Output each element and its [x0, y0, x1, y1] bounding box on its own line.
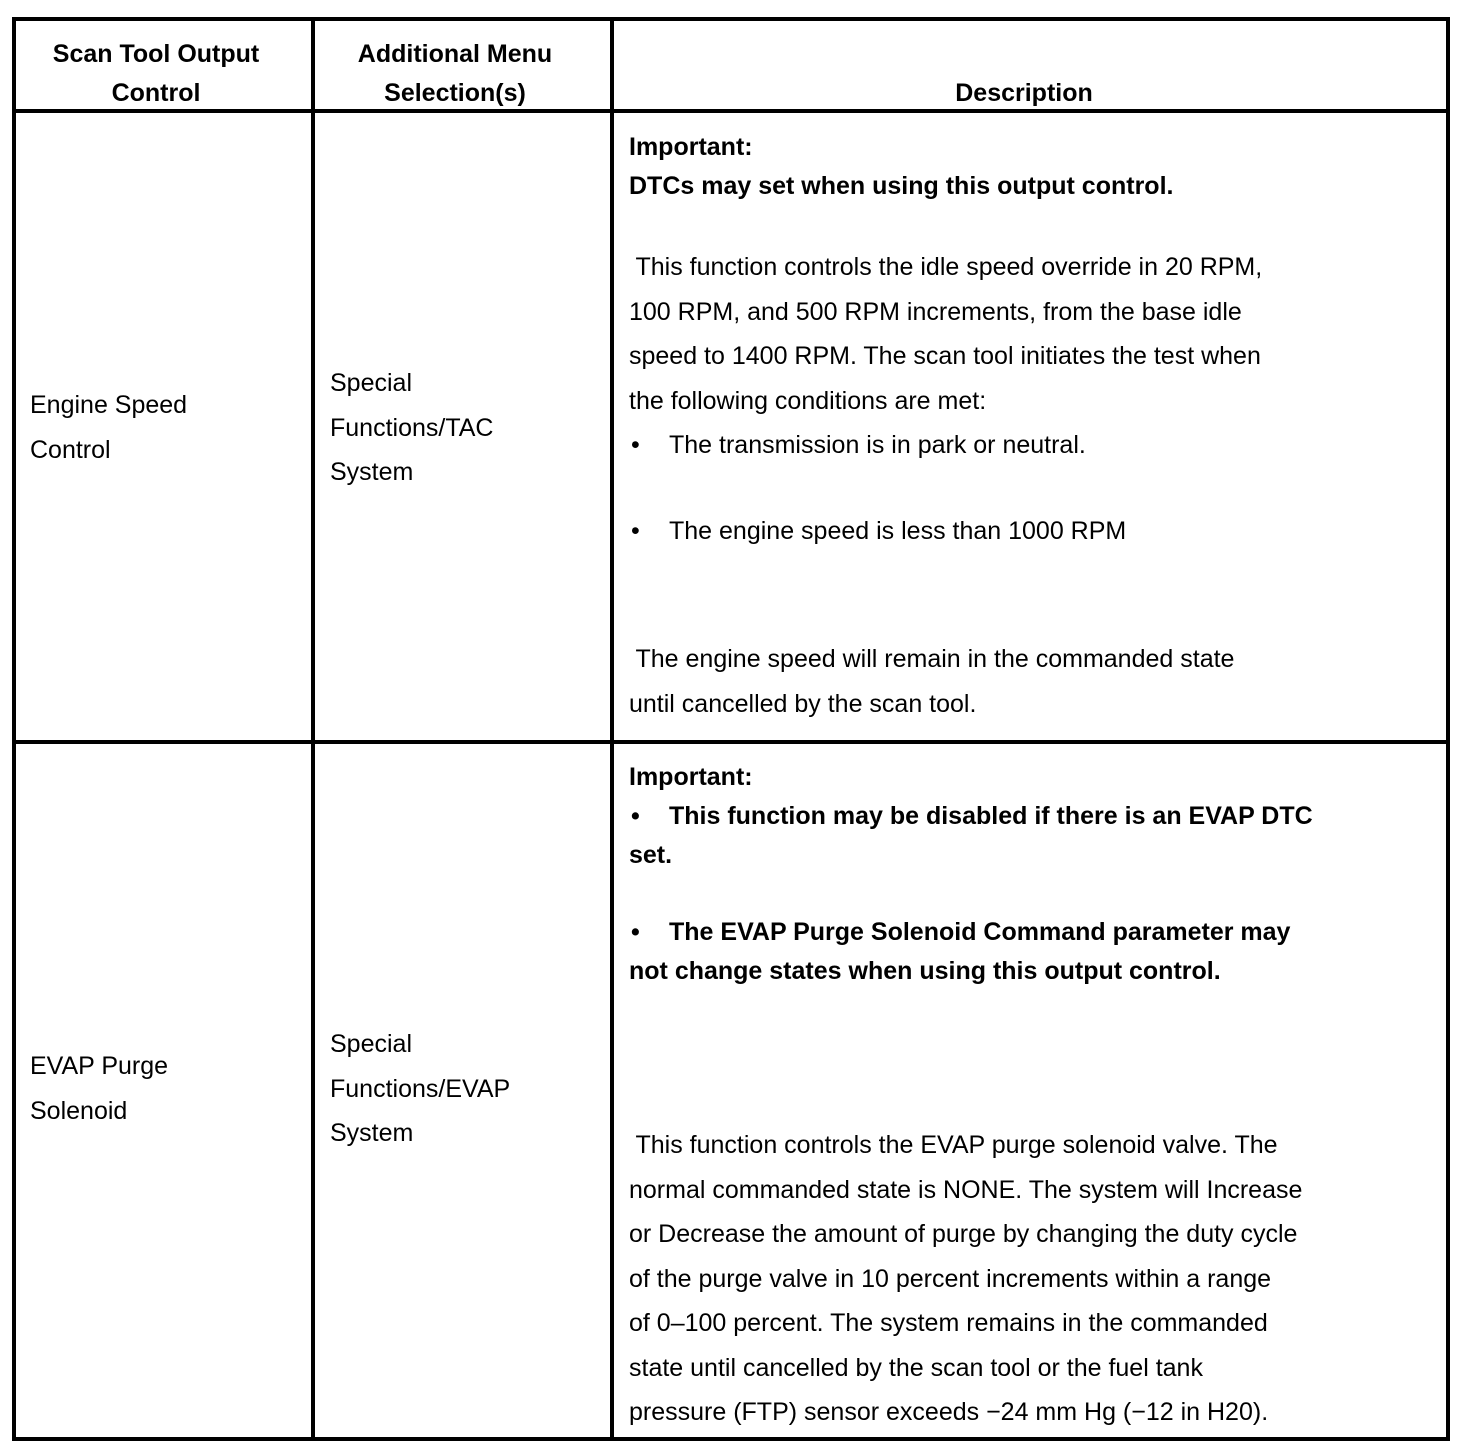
- header-description: Description: [955, 79, 1093, 107]
- row1-bullet-item: • The transmission is in park or neutral.: [629, 423, 1429, 468]
- row1-description: [629, 128, 1429, 726]
- row2-important-bullet: • This function may be disabled if there is an EVAP DTC set.: [629, 797, 1429, 875]
- header-additional-menu-selections: Additional Menu Selection(s): [357, 40, 553, 107]
- row1-paragraph1: This function controls the idle speed override in 20 RPM, 100 RPM, and 500 RPM increments, from the base idle speed to 1400 RPM. The scan tool initiates the test when the following conditions are met:: [629, 253, 1263, 415]
- row2-description: [629, 758, 1429, 1435]
- row1-bullet-item: • The engine speed is less than 1000 RPM: [629, 509, 1429, 554]
- column-divider-1: [311, 17, 315, 1441]
- row2-important-label: Important:: [629, 763, 753, 791]
- table-border-right: [1446, 17, 1450, 1441]
- row1-important-text: DTCs may set when using this output control.: [629, 172, 1174, 200]
- row2-menu-selection: Special Functions/EVAP System: [330, 1030, 511, 1147]
- bullet-icon: •: [631, 918, 640, 946]
- row1-paragraph2: The engine speed will remain in the commanded state until cancelled by the scan tool.: [629, 645, 1235, 718]
- bullet-icon: •: [631, 516, 640, 545]
- bullet-icon: •: [631, 431, 640, 459]
- table-border-left: [12, 17, 16, 1441]
- header-scan-tool-output-control: Scan Tool Output Control: [52, 40, 260, 107]
- row1-menu-selection: Special Functions/TAC System: [330, 369, 494, 486]
- row2-control: EVAP Purge Solenoid: [30, 1052, 169, 1125]
- table-border-bottom: [12, 1437, 1450, 1441]
- table-border-top: [12, 17, 1450, 21]
- row-divider: [12, 740, 1450, 744]
- row2-important-bullet: • The EVAP Purge Solenoid Command parameter may not change states when using this output control.: [629, 913, 1429, 991]
- row2-paragraph1: This function controls the EVAP purge solenoid valve. The normal commanded state is NONE. The system will Increase or Decrease the amount of purge by changing the duty cycle of the purge valve in 10 percent increments within a range of 0–100 percent. The system remains in the commanded state until cancelled by the scan tool or the fuel tank pressure (FTP) sensor exceeds −24 mm Hg (−12 in H20).: [629, 1131, 1303, 1426]
- column-divider-2: [610, 17, 614, 1441]
- row1-control: Engine Speed Control: [30, 391, 188, 464]
- row1-important-label: Important:: [629, 133, 753, 161]
- bullet-icon: •: [631, 802, 640, 830]
